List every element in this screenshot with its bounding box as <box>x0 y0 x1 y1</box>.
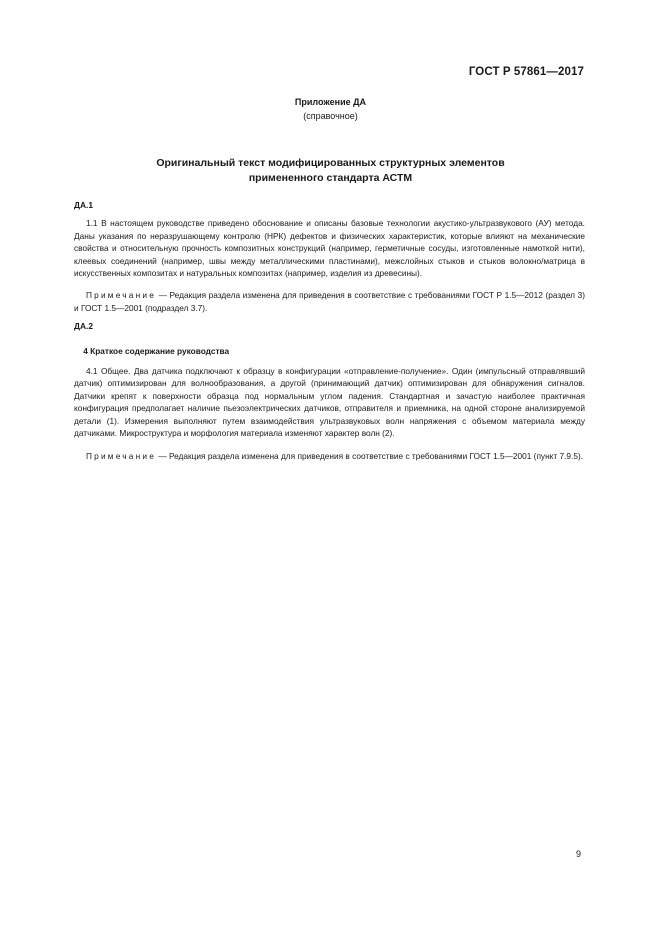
annex-heading <box>0 95 661 123</box>
subsection-4-heading-text: 4 Краткое содержание руководства <box>83 345 230 356</box>
document-body <box>74 199 585 468</box>
note-2-label: Примечание <box>86 450 157 461</box>
subsection-4-heading <box>74 345 585 357</box>
annex-subtitle: (справочное) <box>303 111 358 121</box>
paragraph-4-1: 4.1 Общее. Два датчика подключают к образцу в конфигурации «отправление-получение». Один (импульсный отправлявший датчик) оптимизирован для волнообразования, а другой (принимающий датчик) оптимизирован для обнаружения сигналов. Датчики крепят к поверхности образца под нормальным углом падения. Стандартная и зачастую наиболее практичная конфигурация предполагает наличие пьезоэлектрических датчиков, отправителя и приемника, на одной стороне анализируемой детали (1). Измерения выполняют путем взаимодействия ультразвуковых волн напряжения с объемом материала между датчиками. Микроструктура и морфология материала изменяют характер волн (2). <box>74 366 585 439</box>
note-1-label: Примечание <box>86 290 157 301</box>
page-number: 9 <box>575 849 581 859</box>
document-title-line-1: Оригинальный текст модифицированных структурных элементов <box>156 157 505 169</box>
annex-title: Приложение ДА <box>294 97 367 107</box>
note-1 <box>74 289 585 314</box>
note-2 <box>74 450 585 462</box>
document-title-line-2: примененного стандарта АСТМ <box>248 172 413 184</box>
section-da2-heading: ДА.2 <box>74 321 93 332</box>
note-1-text: — Редакция раздела изменена для приведения в соответствие с требованиями ГОСТ Р 1.5—2012 (раздел 3) и ГОСТ 1.5—2001 (подраздел 3.7). <box>74 290 585 313</box>
document-code: ГОСТ Р 57861—2017 <box>468 66 584 78</box>
paragraph-1-1: 1.1 В настоящем руководстве приведено обоснование и описаны базовые технологии акустико-ультразвукового (АУ) метода. Даны указания по неразрушающему контролю (НРК) дефектов и физических характеристик, которые влияют на механические свойства и относительную прочность композитных конструкций (например, герметичные сосуды, изготовленные намоткой нити), клеевых соединений (например, швы между металлическими пластинами), межслойных стыков и стыков волокно/матрица в искусственных композитах и натуральных композитах (например, изделия из древесины). <box>74 218 585 279</box>
section-da1-heading: ДА.1 <box>74 200 93 210</box>
note-2-text: — Редакция раздела изменена для приведения в соответствие с требованиями ГОСТ 1.5—2001 (пункт 7.9.5). <box>158 450 584 461</box>
document-title <box>0 156 661 186</box>
